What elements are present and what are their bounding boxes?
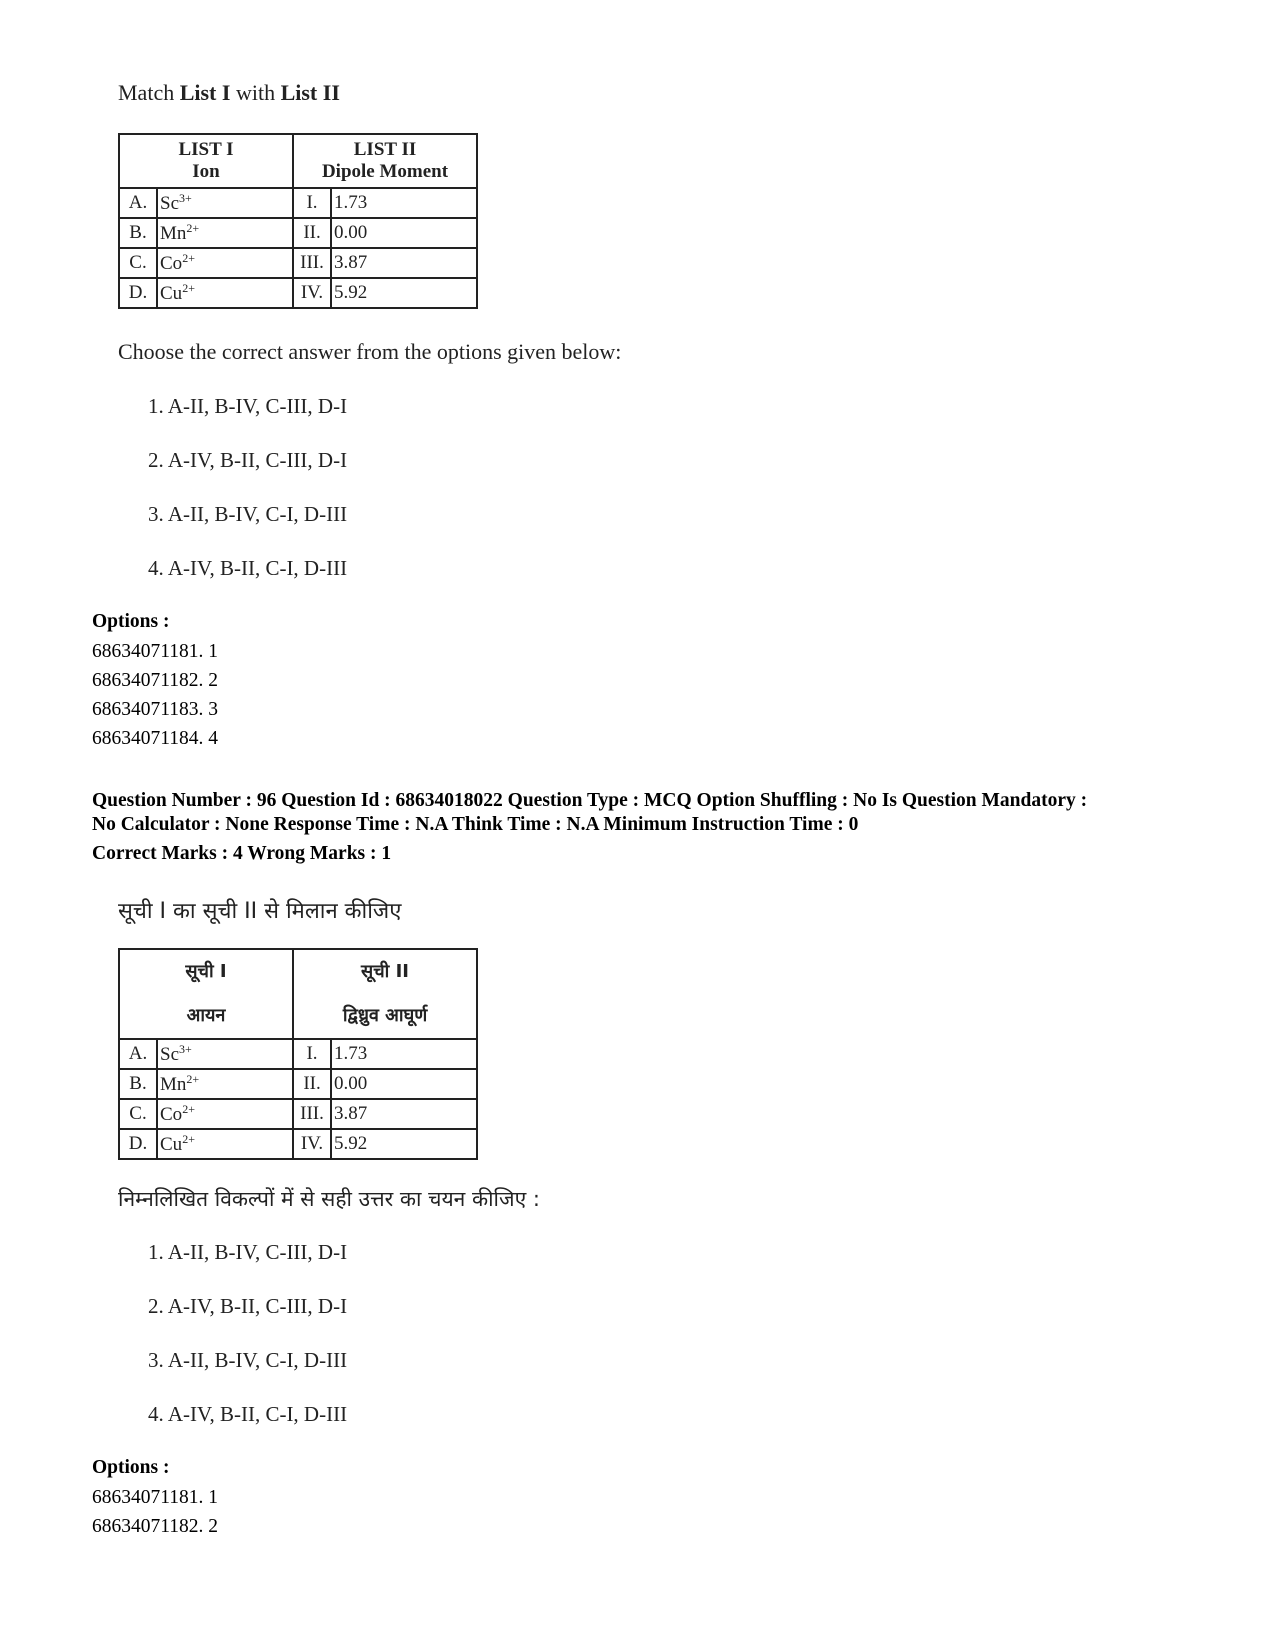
list2-header: सूची II द्विध्रुव आघूर्ण [293,949,477,1039]
q96-options-list [92,1483,218,1541]
row-numeral: III. [293,1099,331,1129]
dipole-value: 3.87 [331,1099,477,1129]
row-numeral: II. [293,1069,331,1099]
row-letter: C. [119,1099,157,1129]
q96-marks: Correct Marks : 4 Wrong Marks : 1 [92,843,392,864]
instruction-text: Match [118,80,180,105]
ion-cell: $Co^{2+}$ [157,1099,293,1129]
row-numeral: I. [293,188,331,218]
option-item: 68634071183. 3 [92,699,219,720]
row-letter: A. [119,188,157,218]
q95-instruction [118,80,340,106]
dipole-value: 5.92 [331,1129,477,1159]
q95-choose-prompt: Choose the correct answer from the options given below: [118,339,622,364]
table-row [119,218,477,248]
instruction-text: with [230,80,281,105]
option-item: 68634071184. 4 [92,728,219,749]
dipole-value: 0.00 [331,218,477,248]
row-letter: B. [119,218,157,248]
q95-choice-2: 2. A-IV, B-II, C-III, D-I [148,448,348,472]
q96-options-label: Options : [92,1457,170,1478]
q95-options-list [92,637,218,753]
instruction-list1: List I [179,80,231,105]
q96-choose-prompt: निम्नलिखित विकल्पों में से सही उत्तर का चयन कीजिए : [118,1187,540,1211]
dipole-value: 5.92 [331,278,477,308]
ion-cell: $Sc^{3+}$ [157,1039,293,1069]
q95-options-label: Options : [92,611,170,632]
table-row [119,188,477,218]
q95-choice-4: 4. A-IV, B-II, C-I, D-III [148,556,348,580]
ion-cell: $Cu^{2+}$ [157,278,293,308]
row-numeral: III. [293,248,331,278]
table-row [119,1039,477,1069]
table-row [119,1129,477,1159]
row-letter: D. [119,1129,157,1159]
q96-choice-3: 3. A-II, B-IV, C-I, D-III [148,1348,348,1372]
list1-header: सूची I आयन [119,949,293,1039]
q96-match-table [118,948,478,1160]
ion-cell: $Sc^{3+}$ [157,188,293,218]
q96-choice-4: 4. A-IV, B-II, C-I, D-III [148,1402,348,1426]
q95-match-table [118,133,478,309]
row-numeral: I. [293,1039,331,1069]
q96-meta-line1: Question Number : 96 Question Id : 68634018022 Question Type : MCQ Option Shuffling : No Is Question Mandatory : [92,790,1088,811]
table-row [119,248,477,278]
q96-choice-2: 2. A-IV, B-II, C-III, D-I [148,1294,348,1318]
row-numeral: IV. [293,278,331,308]
row-letter: A. [119,1039,157,1069]
dipole-value: 1.73 [331,188,477,218]
q96-meta-line2: No Calculator : None Response Time : N.A Think Time : N.A Minimum Instruction Time : 0 [92,814,859,835]
list1-header: LIST I Ion [119,134,293,188]
q96-instruction: सूची I का सूची II से मिलान कीजिए [118,899,402,924]
dipole-value: 1.73 [331,1039,477,1069]
ion-cell: $Mn^{2+}$ [157,1069,293,1099]
option-item: 68634071181. 1 [92,641,219,662]
option-item: 68634071181. 1 [92,1487,219,1508]
option-item: 68634071182. 2 [92,670,219,691]
table-row [119,278,477,308]
row-letter: D. [119,278,157,308]
row-numeral: II. [293,218,331,248]
row-letter: C. [119,248,157,278]
instruction-list2: List II [280,80,340,105]
list2-header: LIST II Dipole Moment [293,134,477,188]
ion-cell: $Cu^{2+}$ [157,1129,293,1159]
option-item: 68634071182. 2 [92,1516,219,1537]
row-letter: B. [119,1069,157,1099]
q96-meta [92,789,1262,837]
row-numeral: IV. [293,1129,331,1159]
q96-choice-1: 1. A-II, B-IV, C-III, D-I [148,1240,348,1264]
ion-cell: $Co^{2+}$ [157,248,293,278]
dipole-value: 3.87 [331,248,477,278]
table-row [119,1099,477,1129]
ion-cell: $Mn^{2+}$ [157,218,293,248]
dipole-value: 0.00 [331,1069,477,1099]
q95-choice-1: 1. A-II, B-IV, C-III, D-I [148,394,348,418]
table-row [119,1069,477,1099]
q95-choice-3: 3. A-II, B-IV, C-I, D-III [148,502,348,526]
